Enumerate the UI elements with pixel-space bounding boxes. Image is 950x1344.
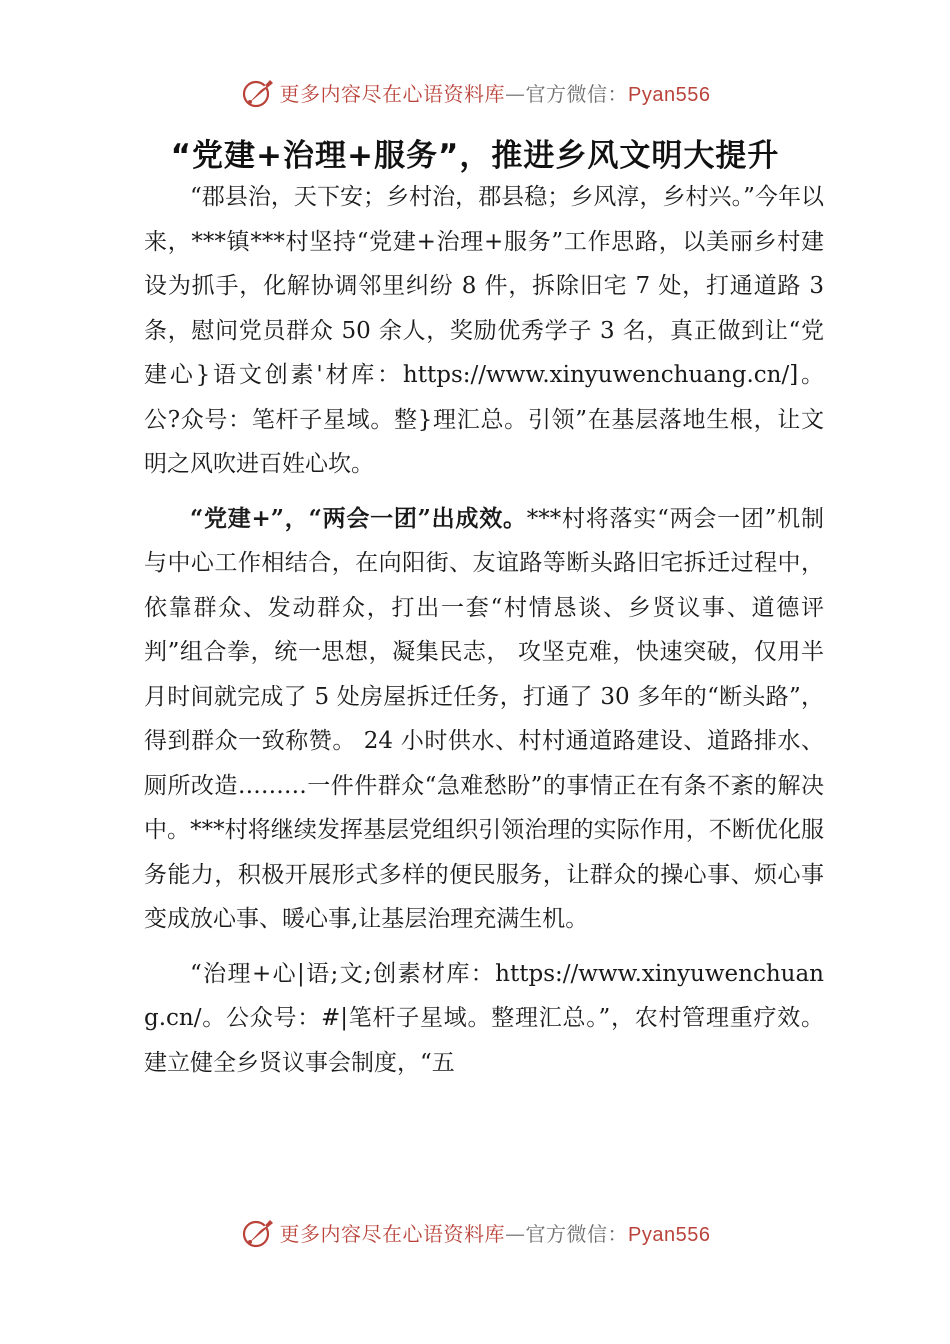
quill-logo-icon [240,74,276,110]
paragraph-heading: “党建+”，“两会一团”出成效。 [190,504,527,532]
banner-dash: — [505,81,526,106]
banner-wechat-id: Pyan556 [628,83,711,106]
header-watermark-banner [0,70,950,114]
banner-wechat-id: Pyan556 [628,1223,711,1246]
paragraph-governance: “治理+心|语;文;创素材库：https://www.xinyuwenchuang.cn/。公众号：#|笔杆子星域。整理汇总。”，农村管理重疗效。建立健全乡贤议事会制度，“五 [144,960,824,1076]
banner-wechat-label: 官方微信： [525,81,629,106]
document-body [144,175,824,1085]
quill-logo-icon [240,1214,276,1250]
banner-main-text: 更多内容尽在心语资料库 [279,81,506,106]
paragraph-intro: “郡县治，天下安；乡村治，郡县稳；乡风淳，乡村兴。”今年以来，***镇***村坚持“党建+治理+服务”工作思路，以美丽乡村建设为抓手，化解协调邻里纠纷 8 件，拆除旧宅 7 处，打通道路 3 条，慰问党员群众 50 余人，奖励优秀学子 3 名，真正做到让“党建心}语文创素'材库：https://www.xinyuwenchuang.cn/]。公?众号：笔杆子星域。整}理汇总。引领”在基层落地生根，让文明之风吹进百姓心坎。 [144,184,824,477]
paragraph-party-building [144,497,824,942]
banner-wechat-label: 官方微信： [525,1221,629,1246]
banner-main-text: 更多内容尽在心语资料库 [279,1221,506,1246]
document-title: “党建+治理+服务”，推进乡风文明大提升 [170,138,780,174]
footer-watermark-banner [0,1210,950,1254]
paragraph-body: ***村将落实“两会一团”机制与中心工作相结合，在向阳街、友谊路等断头路旧宅拆迁过程中，依靠群众、发动群众，打出一套“村情恳谈、乡贤议事、道德评判”组合拳，统一思想，凝集民志， 攻坚克难，快速突破，仅用半月时间就完成了 5 处房屋拆迁任务，打通了 30 多年的“断头路”，得到群众一致称赞。 24 小时供水、村村通道路建设、道路排水、厕所改造………一件件群众“急难愁盼”的事情正在有条不紊的解决中。***村将继续发挥基层党组织引领治理的实际作用，不断优化服务能力，积极开展形式多样的便民服务，让群众的操心事、烦心事变成放心事、暖心事,让基层治理充满生机。 [144,505,824,932]
banner-dash: — [505,1221,526,1246]
